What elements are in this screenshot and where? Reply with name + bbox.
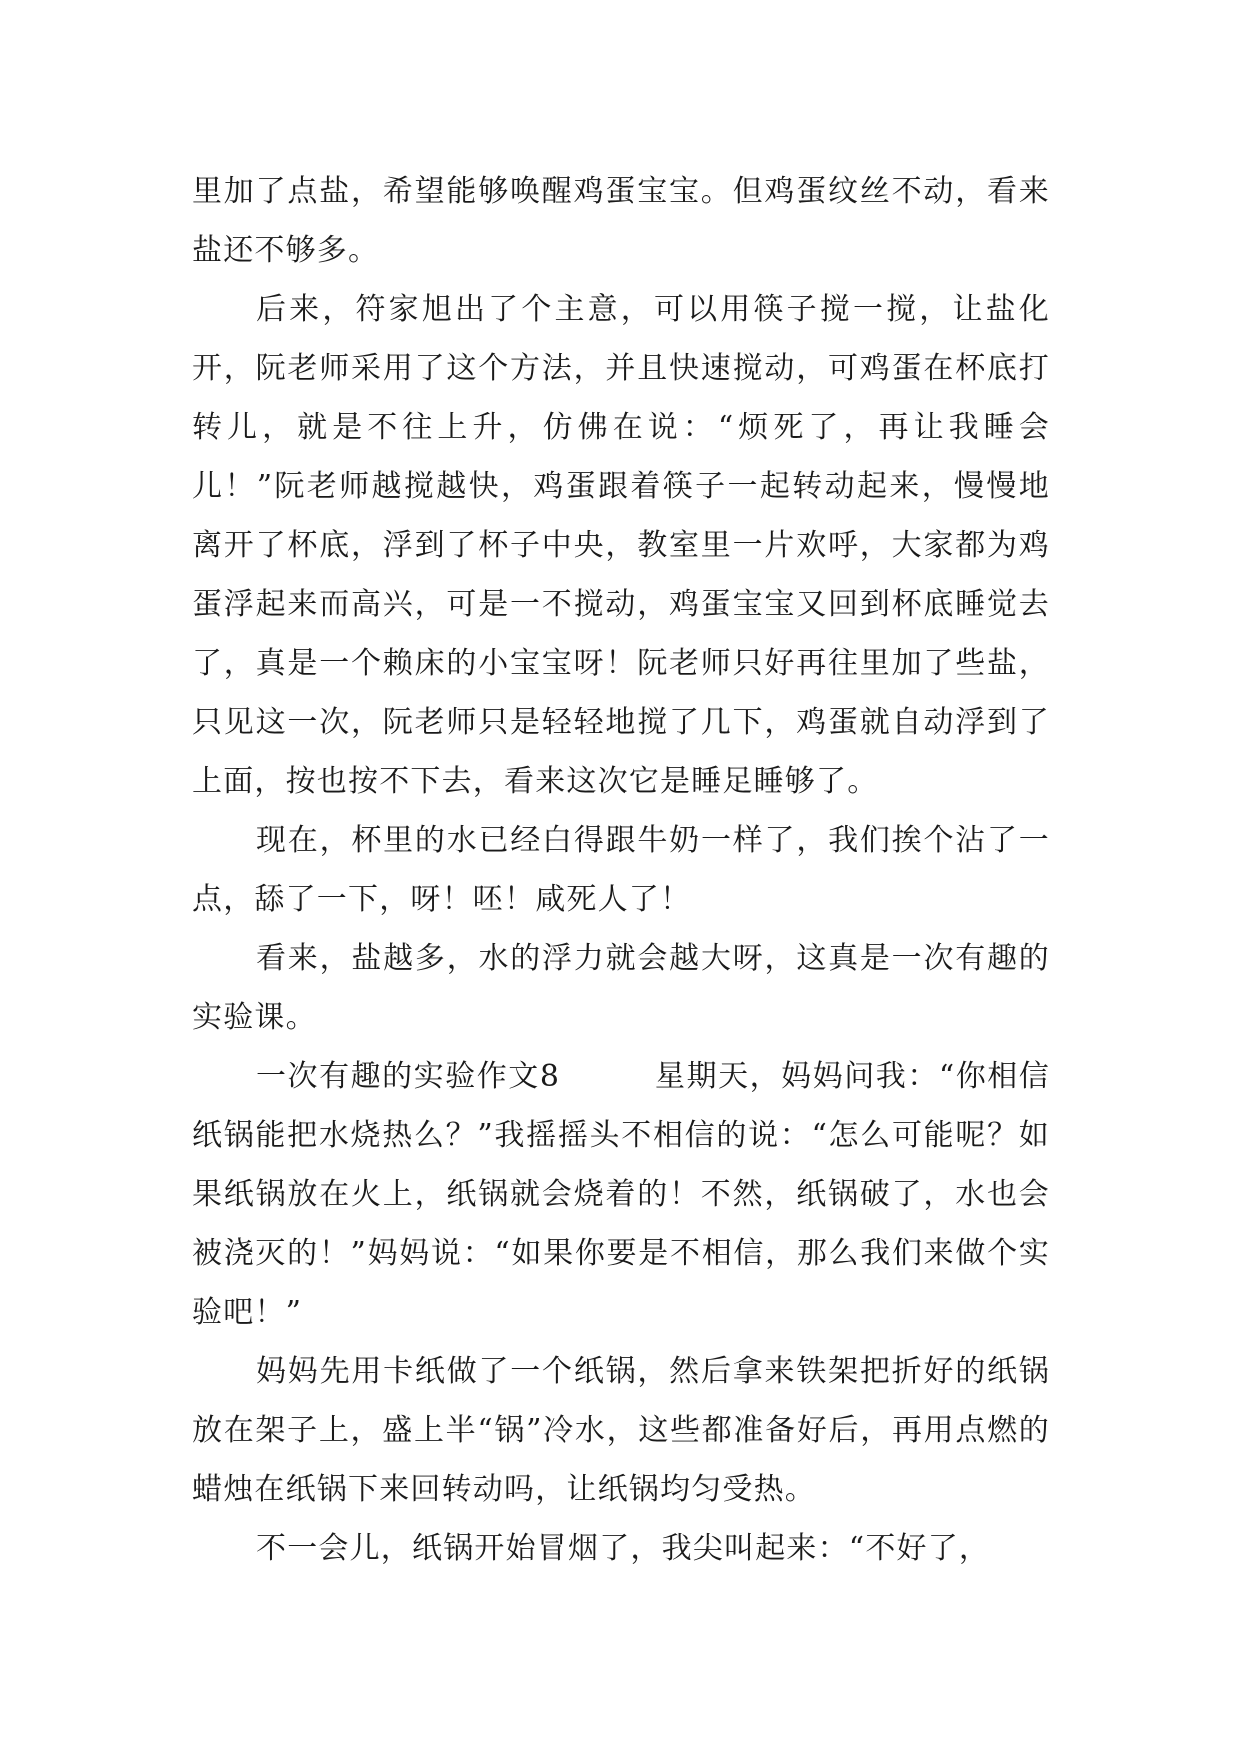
document-body: [192, 162, 1050, 1578]
paragraph-2: 后来，符家旭出了个主意，可以用筷子搅一搅，让盐化开，阮老师采用了这个方法，并且快速搅动，可鸡蛋在杯底打转儿，就是不往上升，仿佛在说：“烦死了，再让我睡会儿！”阮老师越搅越快，鸡蛋跟着筷子一起转动起来，慢慢地离开了杯底，浮到了杯子中央，教室里一片欢呼，大家都为鸡蛋浮起来而高兴，可是一不搅动，鸡蛋宝宝又回到杯底睡觉去了，真是一个赖床的小宝宝呀！阮老师只好再往里加了些盐，只见这一次，阮老师只是轻轻地搅了几下，鸡蛋就自动浮到了上面，按也按不下去，看来这次它是睡足睡够了。: [192, 292, 1050, 799]
paragraph-6: 妈妈先用卡纸做了一个纸锅，然后拿来铁架把折好的纸锅放在架子上，盛上半“锅”冷水，这些都准备好后，再用点燃的蜡烛在纸锅下来回转动吗，让纸锅均匀受热。: [192, 1354, 1050, 1507]
paragraph-1: 里加了点盐，希望能够唤醒鸡蛋宝宝。但鸡蛋纹丝不动，看来盐还不够多。: [192, 174, 1050, 268]
paragraph-7: 不一会儿，纸锅开始冒烟了，我尖叫起来：“不好了，: [256, 1531, 991, 1566]
paragraph-3: 现在，杯里的水已经白得跟牛奶一样了，我们挨个沾了一点，舔了一下，呀！呸！咸死人了！: [192, 823, 1050, 917]
paragraph-4: 看来，盐越多，水的浮力就会越大呀，这真是一次有趣的实验课。: [192, 941, 1050, 1035]
paragraph-5: 一次有趣的实验作文8 星期天，妈妈问我：“你相信纸锅能把水烧热么？”我摇摇头不相信的说：“怎么可能呢？如果纸锅放在火上，纸锅就会烧着的！不然，纸锅破了，水也会被浇灭的！”妈妈说：“如果你要是不相信，那么我们来做个实验吧！”: [192, 1059, 1050, 1330]
